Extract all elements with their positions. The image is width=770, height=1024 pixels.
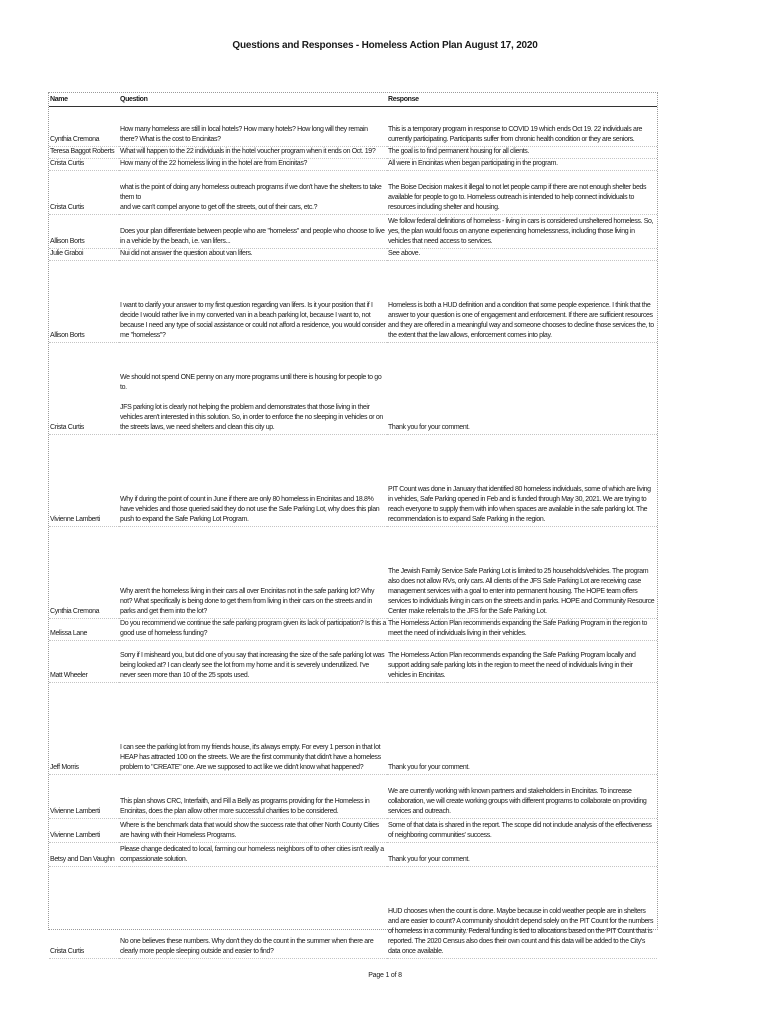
question-cell: No one believes these numbers. Why don't they do the count in the summer when there are clearly more people sleeping outside and easier to find? [119, 867, 387, 959]
response-cell: Homeless is both a HUD definition and a condition that some people experience. I think that the answer to your question is one of engagement and enforcement. If there are sufficient resources and they are offered in a meaningful way and someone chooses to decline those services the, to the extent that the law allows, enforcement comes into play. [387, 261, 657, 343]
name-cell: Crista Curtis [49, 867, 119, 959]
name-cell: Vivienne Lamberti [49, 775, 119, 819]
question-cell: Why if during the point of count in June if there are only 80 homeless in Encinitas and 18.8% have vehicles and those queried said they do not use the Safe Parking Lot, why does this plan push to expand the Safe Parking Lot Program. [119, 435, 387, 527]
table-row [49, 261, 657, 343]
name-cell: Cynthia Cremona [49, 107, 119, 147]
question-cell: How many of the 22 homeless living in the hotel are from Encinitas? [119, 159, 387, 171]
name-cell: Allison Borts [49, 261, 119, 343]
name-cell: Crista Curtis [49, 159, 119, 171]
name-column-header: Name [49, 93, 119, 107]
response-cell: See above. [387, 249, 657, 261]
name-cell: Crista Curtis [49, 171, 119, 215]
name-cell: Cynthia Cremona [49, 527, 119, 619]
question-cell: Nui did not answer the question about van lifers. [119, 249, 387, 261]
table-row [49, 343, 657, 435]
table-row [49, 249, 657, 261]
table-row [49, 435, 657, 527]
question-cell: what is the point of doing any homeless outreach programs if we don't have the shelters to take them to and we can't compel anyone to get off the streets, out of their cars, etc.? [119, 171, 387, 215]
response-cell: This is a temporary program in response to COVID 19 which ends Oct 19. 22 individuals are currently participating. Participants suffer from chronic health condition or they are seniors. [387, 107, 657, 147]
table-row [49, 843, 657, 867]
table-row [49, 215, 657, 249]
question-cell: We should not spend ONE penny on any more programs until there is housing for people to go to. JFS parking lot is clearly not helping the problem and demonstrates that those living in their vehicles aren't interested in this solution. So, in order to enforce the no sleeping in vehicles or on the streets laws, we need shelters and clean this city up. [119, 343, 387, 435]
table-row [49, 619, 657, 641]
response-column-header: Response [387, 93, 657, 107]
page-number: Page 1 of 8 [368, 972, 402, 979]
table-row [49, 527, 657, 619]
table-row [49, 171, 657, 215]
table-row [49, 107, 657, 147]
name-cell: Allison Borts [49, 215, 119, 249]
name-cell: Crista Curtis [49, 343, 119, 435]
table-row [49, 147, 657, 159]
table-row [49, 775, 657, 819]
question-cell: I can see the parking lot from my friends house, it's always empty. For every 1 person in that lot HEAP has attracted 100 on the streets. We are the first community that didn't have a homeless problem to "CREATE" one. Are we supposed to act like we didn't know what happened? [119, 683, 387, 775]
qa-table [49, 93, 657, 959]
question-cell: Sorry if I misheard you, but did one of you say that increasing the size of the safe parking lot was being looked at? I can clearly see the lot from my home and it is severely underutilized. I've never seen more than 10 of the 25 spots used. [119, 641, 387, 683]
question-cell: Do you recommend we continue the safe parking program given its lack of participation? Is this a good use of homeless funding? [119, 619, 387, 641]
response-cell: PIT Count was done in January that identified 80 homeless individuals, some of which are living in vehicles, Safe Parking opened in Feb and is funded through May 30, 2021. We are trying to reach everyone to supply them with info when spaces are available in the safe parking lot. The recommendation is to expand Safe Parking in the region. [387, 435, 657, 527]
question-cell: How many homeless are still in local hotels? How many hotels? How long will they remain there? What is the cost to Encinitas? [119, 107, 387, 147]
header-row [49, 93, 657, 107]
table-row [49, 641, 657, 683]
question-cell: This plan shows CRC, Interfaith, and Fill a Belly as programs providing for the Homeless in Encinitas, does the plan allow other more successful charities to be considered. [119, 775, 387, 819]
question-column-header: Question [119, 93, 387, 107]
name-cell: Vivienne Lamberti [49, 819, 119, 843]
response-cell: The goal is to find permanent housing for all clients. [387, 147, 657, 159]
question-cell: Please change dedicated to local, farming our homeless neighbors off to other cities isn't really a compassionate solution. [119, 843, 387, 867]
question-cell: What will happen to the 22 individuals in the hotel voucher program when it ends on Oct. 19? [119, 147, 387, 159]
response-cell: The Jewish Family Service Safe Parking Lot is limited to 25 households/vehicles. The program also does not allow RVs, only cars. All clients of the JFS Safe Parking Lot are receiving case management services with a goal to enter into permanent housing. The HOPE team offers services to individuals living in cars on the streets and in parks. HOPE and Community Resource Center make referrals to the JFS for the Safe Parking Lot. [387, 527, 657, 619]
name-cell: Vivienne Lamberti [49, 435, 119, 527]
name-cell: Julie Graboi [49, 249, 119, 261]
response-cell: Thank you for your comment. [387, 683, 657, 775]
question-cell: I want to clarify your answer to my first question regarding van lifers. Is it your position that if I decide I would rather live in my converted van in a beach parking lot, because I want to, not because I need any type of social assistance or could not afford a residence, you would consider me "homeless"? [119, 261, 387, 343]
table-row [49, 819, 657, 843]
document-title: Questions and Responses - Homeless Action Plan August 17, 2020 [232, 40, 538, 51]
response-cell: We follow federal definitions of homeless - living in cars is considered unsheltered homeless. So, yes, the plan would focus on anyone experiencing homelessness, including those living in vehicles that need access to services. [387, 215, 657, 249]
response-cell: HUD chooses when the count is done. Maybe because in cold weather people are in shelters and are easier to count? A community shouldn't depend solely on the PIT Count for the numbers of homeless in a community. Federal funding is tied to allocations based on the PIT Count that is reported. The 2020 Census also does their own count and this data will be added to the City's data once available. [387, 867, 657, 959]
question-cell: Where is the benchmark data that would show the success rate that other North County Cities are having with their Homeless Programs. [119, 819, 387, 843]
table-row [49, 159, 657, 171]
name-cell: Matt Wheeler [49, 641, 119, 683]
response-cell: The Boise Decision makes it illegal to not let people camp if there are not enough shelter beds available for people to go to. Homeless outreach is intended to help connect individuals to resources including shelter and housing. [387, 171, 657, 215]
spreadsheet-grid [48, 92, 658, 955]
response-cell: Some of that data is shared in the report. The scope did not include analysis of the effectiveness of neighboring communities' success. [387, 819, 657, 843]
response-cell: Thank you for your comment. [387, 843, 657, 867]
question-cell: Why aren't the homeless living in their cars all over Encinitas not in the safe parking lot? Why not? What specifically is being done to get them from living in their cars on the streets and in parks and get them into the lot? [119, 527, 387, 619]
name-cell: Teresa Baggot Roberts [49, 147, 119, 159]
response-cell: The Homeless Action Plan recommends expanding the Safe Parking Program locally and support adding safe parking lots in the region to meet the need of individuals living in their vehicles in Encinitas. [387, 641, 657, 683]
table-row [49, 683, 657, 775]
name-cell: Jeff Morris [49, 683, 119, 775]
table-body [49, 107, 657, 959]
question-cell: Does your plan differentiate between people who are "homeless" and people who choose to live in a vehicle by the beach, i.e. van lifers... [119, 215, 387, 249]
name-cell: Melissa Lane [49, 619, 119, 641]
response-cell: We are currently working with known partners and stakeholders in Encinitas. To increase collaboration, we will create working groups with different programs to collaborate on providing services and outreach. [387, 775, 657, 819]
response-cell: Thank you for your comment. [387, 343, 657, 435]
name-cell: Betsy and Dan Vaughn [49, 843, 119, 867]
response-cell: The Homeless Action Plan recommends expanding the Safe Parking Program in the region to meet the need of individuals living in their vehicles. [387, 619, 657, 641]
table-row [49, 867, 657, 959]
response-cell: All were in Encinitas when began participating in the program. [387, 159, 657, 171]
